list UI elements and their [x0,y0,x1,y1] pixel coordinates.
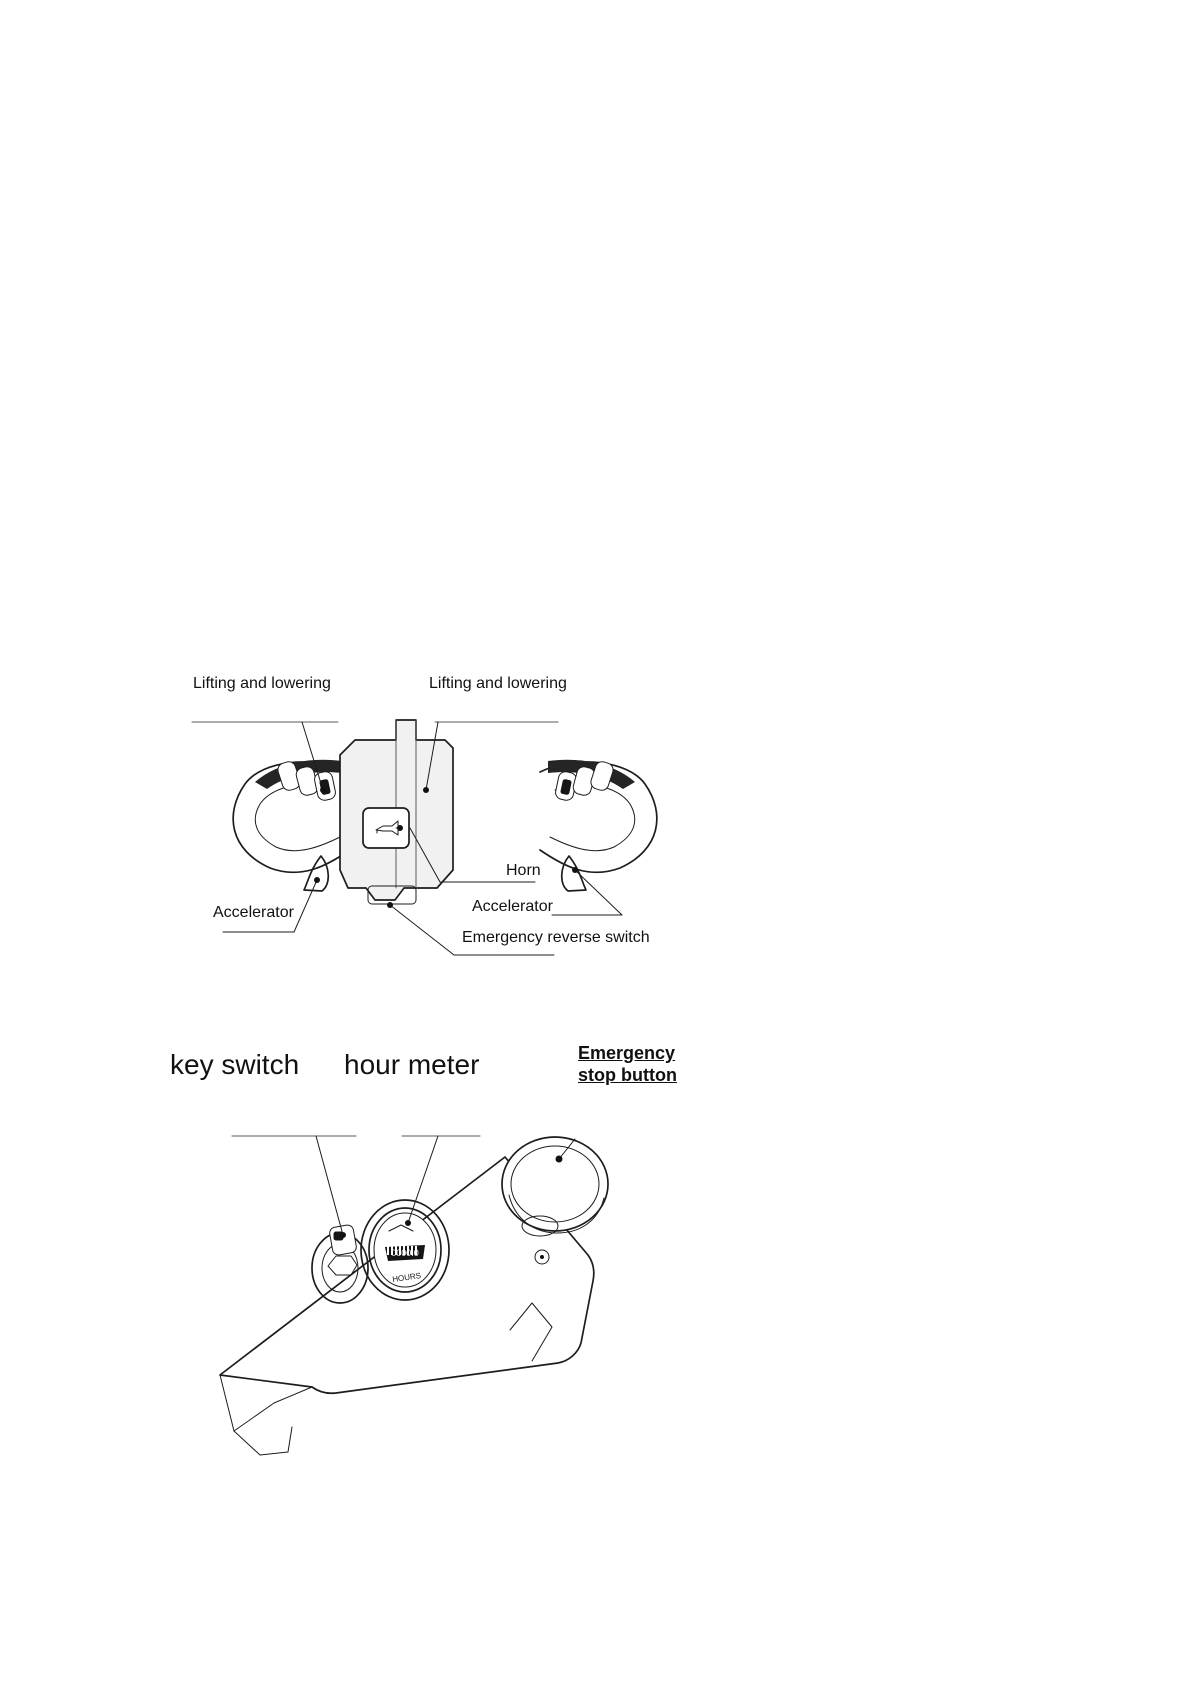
lower-edge [274,1387,312,1403]
right-accelerator-paddle [562,856,586,891]
accelerator-right-label: Accelerator [472,898,553,915]
hour-meter [361,1200,449,1300]
emergency-reverse-label: Emergency reverse switch [462,929,650,946]
control-panel-illustration [180,1105,710,1475]
hour-meter-leader [408,1136,438,1223]
bracket-bottom [234,1431,260,1455]
left-bracket [220,1375,274,1431]
hour-meter-unit: HOURS [391,1271,422,1284]
tiller-handle-illustration [190,700,710,1030]
panel-screw-center [540,1255,544,1259]
tiller-handle-diagram [190,675,710,1030]
right-accelerator-dot [572,867,578,873]
left-lifting-dot [320,787,326,793]
hour-meter-dot [405,1220,411,1226]
key-switch-leader [316,1136,343,1235]
key-switch-dot [340,1232,346,1238]
emergency-leader [390,905,454,955]
key-switch-label: key switch [170,1049,300,1080]
horn-dot [397,825,403,831]
control-panel-diagram [170,1043,710,1475]
lifting-lowering-left-label: Lifting and lowering [193,675,331,692]
right-lifting-dot [423,787,429,793]
bracket-corner [260,1427,292,1455]
emergency-stop-label-line-2: stop button [578,1065,677,1085]
horn-label: Horn [506,862,541,879]
left-accelerator-paddle [304,856,328,891]
lifting-lowering-right-label: Lifting and lowering [429,675,567,692]
hour-meter-reading: 0000.0 [391,1248,419,1258]
right-accelerator-leader [575,870,622,915]
emergency-reverse-dot [387,902,393,908]
emergency-stop-dot [556,1156,563,1163]
accelerator-left-label: Accelerator [213,904,294,921]
left-accelerator-dot [314,877,320,883]
hour-meter-label: hour meter [344,1049,480,1080]
emergency-stop-label-line-1: Emergency [578,1043,676,1063]
